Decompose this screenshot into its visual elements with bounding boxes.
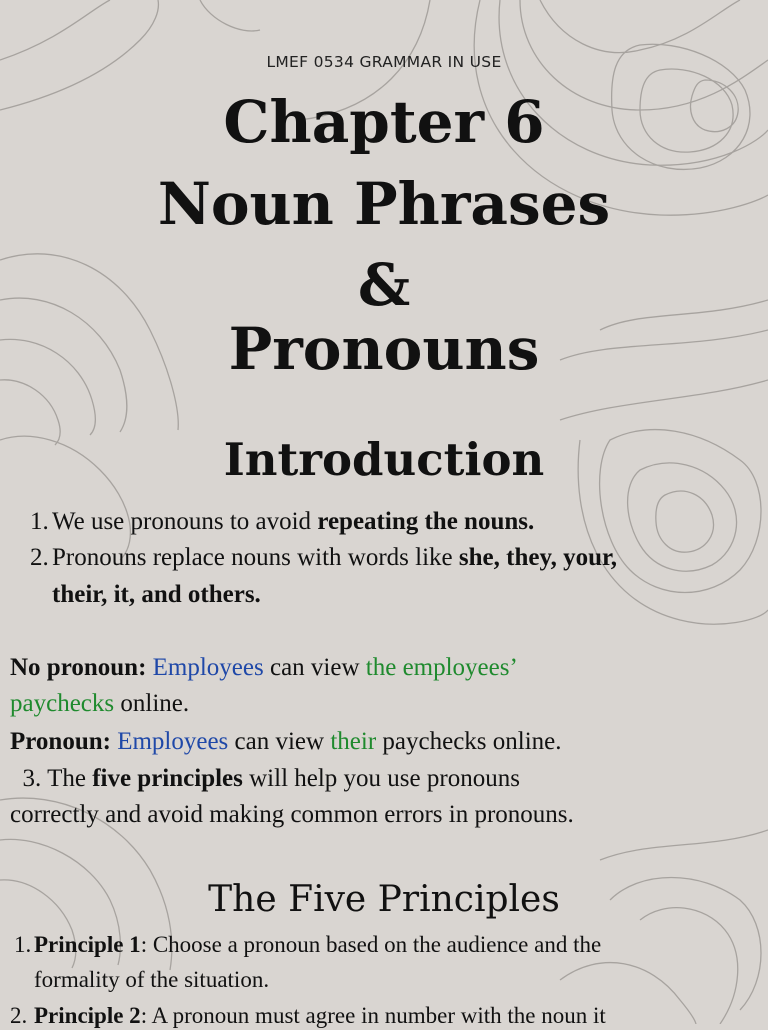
example-no-pronoun-object-a: the employees’ [365,654,518,681]
example-no-pronoun-tail: online. [120,690,190,717]
example-no-pronoun-line2 [10,689,189,719]
example-no-pronoun-label: No pronoun: [10,654,147,681]
example-no-pronoun-subject: Employees [152,654,264,681]
intro-item-2-text: Pronouns replace nouns with words like [52,544,459,571]
principle-1-line2: formality of the situation. [34,967,270,992]
course-code: LMEF 0534 GRAMMAR IN USE [266,53,502,71]
principle-1-text-a: : Choose a pronoun based on the audience and the [140,932,602,957]
principle-2-number: 2. [10,1003,28,1028]
intro-item-2-bold-a: she, they, your, [458,544,618,571]
example-pronoun-subject: Employees [117,728,229,755]
principle-1-label: Principle 1 [34,932,141,957]
intro-item-3-text-a: The [47,765,93,792]
intro-item-1 [52,507,534,537]
example-pronoun-label: Pronoun: [10,728,111,755]
intro-item-3-number: 3. [22,765,42,792]
chapter-title-line1: Chapter 6 [223,88,545,156]
principle-2-text-a: : A pronoun must agree in number with the noun it [140,1003,606,1028]
intro-item-3-line2: correctly and avoid making common errors in pronouns. [10,801,574,828]
intro-item-1-bold: repeating the nouns. [317,508,535,535]
intro-item-2-line2 [52,580,261,610]
introduction-heading: Introduction [223,433,545,486]
intro-item-3-text-b: will help you use pronouns [242,765,520,792]
example-no-pronoun-line1 [10,653,518,683]
example-pronoun-verb: can view [234,728,325,755]
chapter-title-ampersand: & [357,251,411,319]
principle-1-number: 1. [14,932,32,957]
intro-item-2-bold-b: their, it, and others. [52,581,261,608]
example-no-pronoun-object-b: paychecks [10,690,115,717]
example-pronoun-tail: paychecks online. [382,728,562,755]
intro-item-2-number: 2. [30,544,49,571]
intro-item-3-bold: five principles [92,765,243,792]
example-no-pronoun-verb: can view [269,654,360,681]
intro-item-3-line1 [10,764,520,794]
example-pronoun-object: their [330,728,377,755]
chapter-title-line2: Noun Phrases [157,170,611,238]
chapter-title-line4: Pronouns [228,315,540,383]
intro-item-1-text: We use pronouns to avoid [52,508,318,535]
principle-2-line1 [34,1002,606,1030]
principle-2-label: Principle 2 [34,1003,141,1028]
intro-item-2-line1 [52,543,617,573]
principles-heading: The Five Principles [208,879,560,920]
example-pronoun-line [10,727,562,757]
principle-1-line1 [34,931,601,959]
intro-item-1-number: 1. [30,508,49,535]
